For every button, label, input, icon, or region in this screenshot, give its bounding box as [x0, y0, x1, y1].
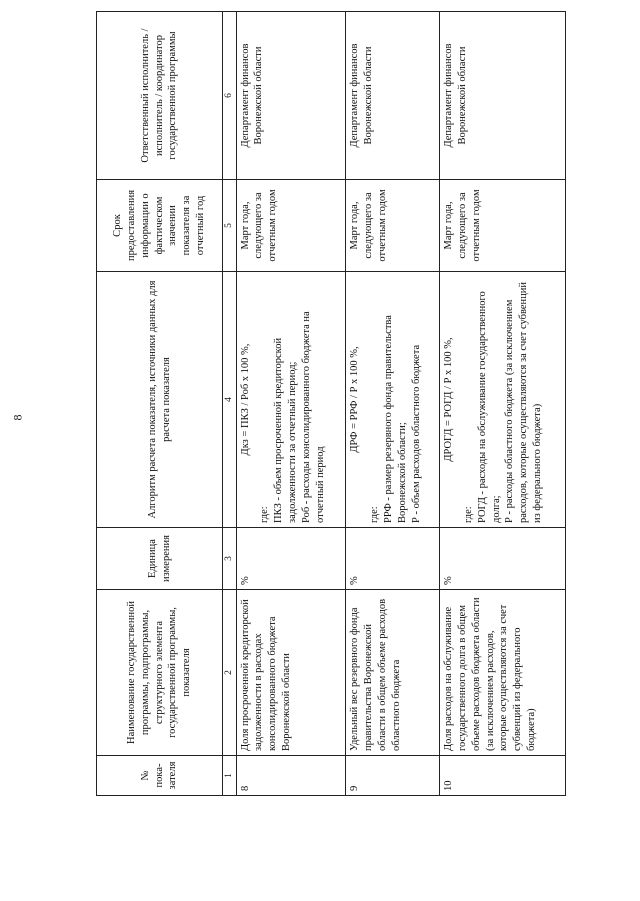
unit: % — [346, 528, 440, 590]
indicator-name: Удельный вес резервного фонда правительства Воронежской области в общем объеме расходов областного бюджета — [346, 590, 440, 756]
unit: % — [236, 528, 346, 590]
algorithm-line: Р - расходы областного бюджета (за исключением расходов, которые осуществляются за счет субвенций из федерального бюджета) — [504, 281, 544, 523]
deadline: Март года, следующего за отчетным годом — [440, 180, 566, 272]
algorithm-line: РРФ - размер резервного фонда правительства Воронежской области; — [383, 315, 408, 523]
indicator-name: Доля расходов на обслуживание государственного долга в общем объеме расходов бюджета области (за исключением расходов, которые осуществляются за счет субвенций из федерального бюджета) — [440, 590, 566, 756]
header-row — [97, 12, 223, 796]
column-number-row — [223, 12, 237, 796]
page-number: 8 — [10, 414, 25, 421]
header-cell: Срок предоставления информации о фактическом значении показателя за отчетный год — [97, 180, 223, 272]
column-number: 4 — [223, 272, 237, 528]
formula: Дкз = ПКЗ / Роб x 100 %, — [239, 343, 251, 456]
unit: % — [440, 528, 566, 590]
row-number: 9 — [346, 756, 440, 796]
row-number: 10 — [440, 756, 566, 796]
formula: ДРФ = РРФ / Р x 100 %, — [349, 346, 361, 453]
algorithm-cell — [440, 272, 566, 528]
header-cell: Наименование государственной программы, подпрограммы, структурного элемента государственной программы, показателя — [97, 590, 223, 756]
executor: Департамент финансов Воронежской области — [346, 12, 440, 180]
header-cell: Алгоритм расчета показателя, источники данных для расчета показателя — [97, 272, 223, 528]
deadline: Март года, следующего за отчетным годом — [346, 180, 440, 272]
executor: Департамент финансов Воронежской области — [440, 12, 566, 180]
column-number: 1 — [223, 756, 237, 796]
column-number: 3 — [223, 528, 237, 590]
algorithm-cell — [236, 272, 346, 528]
algorithm-cell — [346, 272, 440, 528]
header-cell: Ответственный исполнитель / исполнитель / координатор государственной программы — [97, 12, 223, 180]
row-number: 8 — [236, 756, 346, 796]
column-number: 5 — [223, 180, 237, 272]
algorithm-line: где: — [462, 506, 474, 523]
algorithm-line: где: — [259, 506, 271, 523]
deadline: Март года, следующего за отчетным годом — [236, 180, 346, 272]
algorithm-line: Роб - расходы консолидированного бюджета на отчетный период — [300, 311, 326, 523]
algorithm-line: Р - объем расходов областного бюджета — [410, 344, 422, 523]
algorithm-line: где: — [369, 506, 381, 523]
header-cell: № пока-зателя — [97, 756, 223, 796]
formula: ДРОГД = РОГД / Р x 100 %, — [443, 337, 454, 462]
header-cell: Единица измерения — [97, 528, 223, 590]
algorithm-line: ПКЗ - объем просроченной кредиторской задолженности за отчетный период; — [273, 337, 299, 523]
rotated-table-wrapper — [96, 12, 566, 796]
table-row — [440, 12, 566, 796]
column-number: 2 — [223, 590, 237, 756]
executor: Департамент финансов Воронежской области — [236, 12, 346, 180]
column-number: 6 — [223, 12, 237, 180]
table-row — [236, 12, 346, 796]
table-row — [346, 12, 440, 796]
indicators-table — [96, 11, 566, 796]
indicator-name: Доля просроченной кредиторской задолженности в расходах консолидированного бюджета Воронежской области — [236, 590, 346, 756]
algorithm-line: РОГД - расходы на обслуживание государственного долга; — [476, 291, 502, 523]
